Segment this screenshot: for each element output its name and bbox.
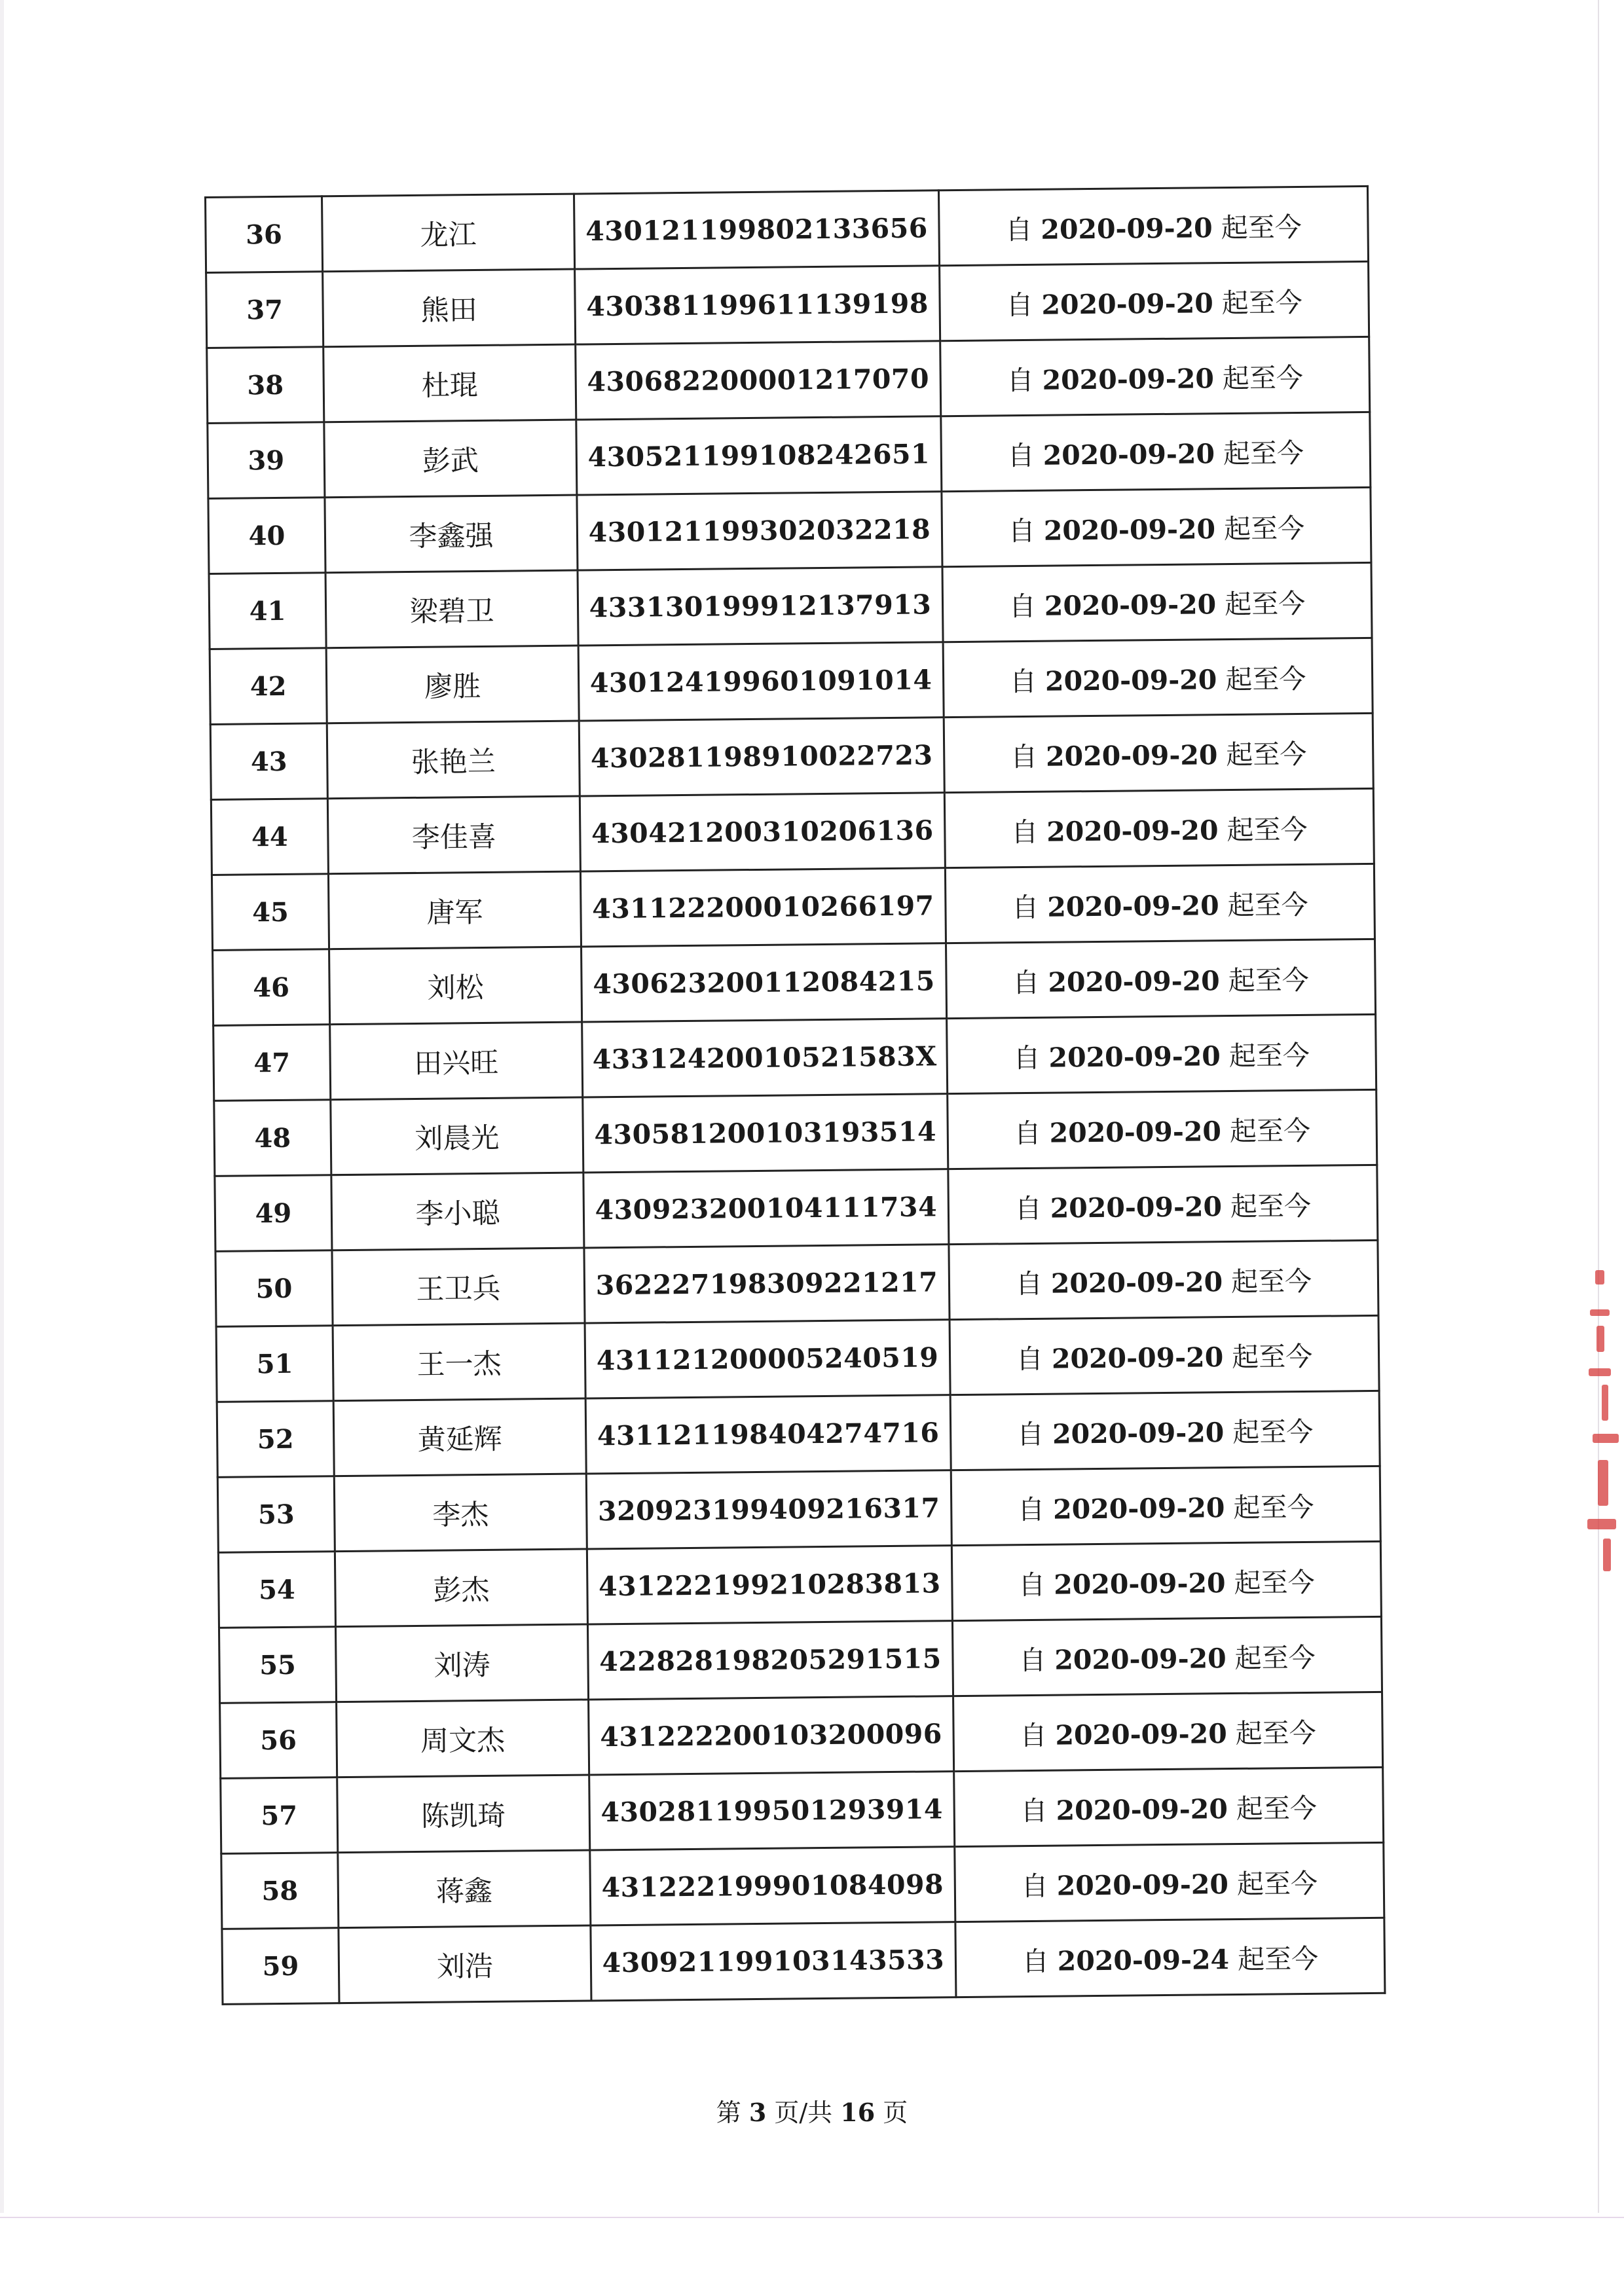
period: 自 2020-09-20 起至今 — [940, 261, 1369, 340]
table-row — [206, 186, 1369, 272]
id-number: 430682200001217070 — [576, 341, 941, 420]
period: 自 2020-09-20 起至今 — [950, 1391, 1380, 1470]
period: 自 2020-09-20 起至今 — [943, 638, 1373, 717]
period: 自 2020-09-20 起至今 — [954, 1767, 1384, 1846]
period: 自 2020-09-20 起至今 — [942, 487, 1371, 566]
row-number: 55 — [219, 1627, 336, 1704]
period: 自 2020-09-20 起至今 — [940, 337, 1370, 416]
period: 自 2020-09-20 起至今 — [942, 562, 1372, 642]
id-number: 431121198404274716 — [585, 1395, 951, 1474]
roster-table-wrapper — [204, 185, 1384, 2005]
id-number: 430281198910022723 — [579, 718, 944, 796]
table-row — [213, 939, 1376, 1025]
scan-right-edge — [1598, 0, 1599, 2213]
table-row — [208, 487, 1371, 574]
footer-middle: 页/共 — [774, 2098, 833, 2127]
period: 自 2020-09-20 起至今 — [947, 1014, 1376, 1093]
row-number: 43 — [210, 723, 327, 800]
row-number: 46 — [213, 949, 330, 1026]
person-name: 陈凯琦 — [337, 1775, 590, 1853]
id-number: 433130199912137913 — [578, 567, 943, 646]
person-name: 龙江 — [322, 194, 575, 272]
table-row — [206, 261, 1369, 348]
table-row — [215, 1165, 1378, 1251]
period: 自 2020-09-20 起至今 — [941, 412, 1371, 491]
period: 自 2020-09-20 起至今 — [951, 1541, 1381, 1620]
table-row — [210, 713, 1373, 799]
id-number: 430421200310206136 — [580, 793, 945, 871]
table-row — [212, 864, 1375, 950]
person-name: 王卫兵 — [332, 1248, 585, 1326]
id-number: 431222199210283813 — [587, 1546, 952, 1624]
table-row — [217, 1466, 1380, 1552]
id-number: 431121200005240519 — [585, 1320, 950, 1398]
person-name: 刘松 — [329, 947, 582, 1025]
period: 自 2020-09-24 起至今 — [955, 1918, 1385, 1997]
person-name: 李鑫强 — [325, 495, 578, 573]
person-name: 田兴旺 — [330, 1022, 583, 1100]
period: 自 2020-09-20 起至今 — [944, 788, 1374, 867]
period: 自 2020-09-20 起至今 — [951, 1466, 1380, 1545]
table-row — [209, 562, 1372, 649]
person-name: 张艳兰 — [327, 721, 580, 799]
table-row — [216, 1315, 1379, 1402]
row-number: 45 — [212, 874, 329, 951]
period: 自 2020-09-20 起至今 — [952, 1616, 1382, 1696]
period: 自 2020-09-20 起至今 — [945, 864, 1375, 943]
id-number: 430124199601091014 — [578, 642, 944, 721]
row-number: 57 — [221, 1777, 338, 1854]
person-name: 刘涛 — [335, 1624, 588, 1702]
row-number: 54 — [218, 1552, 335, 1628]
row-number: 52 — [217, 1401, 334, 1478]
table-row — [221, 1767, 1384, 1853]
scan-left-edge — [0, 0, 4, 2213]
period: 自 2020-09-20 起至今 — [955, 1842, 1384, 1922]
period: 自 2020-09-20 起至今 — [946, 939, 1376, 1018]
table-row — [220, 1692, 1383, 1778]
table-row — [215, 1240, 1378, 1326]
row-number: 37 — [206, 272, 323, 348]
row-number: 40 — [208, 498, 325, 574]
id-number: 431222199901084098 — [590, 1847, 955, 1925]
id-number: 43312420010521583X — [582, 1019, 948, 1097]
row-number: 48 — [214, 1100, 331, 1176]
red-seal-fragment — [1583, 1270, 1624, 1584]
person-name: 彭杰 — [335, 1549, 587, 1627]
row-number: 50 — [215, 1250, 333, 1327]
id-number: 430923200104111734 — [583, 1169, 949, 1248]
table-row — [213, 1014, 1376, 1101]
row-number: 36 — [206, 196, 323, 273]
person-name: 刘浩 — [339, 1925, 591, 2003]
row-number: 38 — [207, 347, 324, 424]
row-number: 39 — [208, 422, 325, 499]
roster-table — [204, 185, 1386, 2005]
person-name: 李杰 — [334, 1474, 587, 1552]
person-name: 彭武 — [324, 420, 577, 498]
row-number: 41 — [209, 573, 326, 649]
table-row — [221, 1842, 1384, 1929]
person-name: 杜琨 — [323, 344, 576, 422]
person-name: 李佳喜 — [327, 796, 580, 874]
row-number: 44 — [211, 799, 328, 875]
person-name: 黄延辉 — [333, 1398, 586, 1476]
person-name: 熊田 — [323, 269, 576, 347]
row-number: 51 — [216, 1326, 333, 1402]
row-number: 58 — [221, 1853, 339, 1929]
person-name: 唐军 — [328, 871, 581, 949]
roster-table-body — [206, 186, 1385, 2004]
period: 自 2020-09-20 起至今 — [944, 713, 1373, 792]
id-number: 362227198309221217 — [584, 1245, 950, 1323]
period: 自 2020-09-20 起至今 — [949, 1240, 1378, 1319]
id-number: 430121199302032218 — [577, 492, 942, 570]
period: 自 2020-09-20 起至今 — [953, 1692, 1383, 1771]
table-row — [217, 1391, 1380, 1477]
table-row — [208, 412, 1371, 498]
id-number: 431122200010266197 — [580, 868, 946, 947]
person-name: 廖胜 — [326, 646, 579, 723]
person-name: 王一杰 — [333, 1323, 585, 1401]
id-number: 430121199802133656 — [574, 191, 939, 269]
table-row — [214, 1089, 1377, 1176]
table-row — [210, 638, 1373, 724]
id-number: 431222200103200096 — [589, 1696, 954, 1775]
person-name: 周文杰 — [337, 1700, 589, 1777]
period: 自 2020-09-20 起至今 — [950, 1315, 1379, 1394]
page-footer — [0, 2092, 1624, 2128]
table-row — [218, 1541, 1381, 1628]
footer-prefix: 第 — [716, 2098, 741, 2127]
person-name: 李小聪 — [331, 1173, 584, 1250]
period: 自 2020-09-20 起至今 — [948, 1089, 1377, 1169]
table-row — [222, 1918, 1385, 2004]
id-number: 430921199103143533 — [591, 1922, 956, 2001]
row-number: 53 — [217, 1476, 335, 1553]
footer-total-pages: 16 — [840, 2098, 876, 2127]
id-number: 430623200112084215 — [581, 943, 947, 1022]
id-number: 430521199108242651 — [576, 416, 942, 495]
row-number: 42 — [210, 648, 327, 725]
footer-current-page: 3 — [748, 2098, 767, 2127]
id-number: 422828198205291515 — [587, 1621, 953, 1700]
row-number: 59 — [222, 1928, 339, 2005]
row-number: 56 — [220, 1702, 337, 1779]
table-row — [211, 788, 1374, 875]
row-number: 47 — [213, 1025, 331, 1101]
period: 自 2020-09-20 起至今 — [948, 1165, 1378, 1244]
id-number: 430381199611139198 — [575, 266, 940, 344]
person-name: 刘晨光 — [331, 1097, 583, 1175]
id-number: 430281199501293914 — [589, 1772, 955, 1850]
row-number: 49 — [215, 1175, 332, 1252]
scan-bottom-edge — [0, 2217, 1624, 2218]
person-name: 蒋鑫 — [338, 1850, 591, 1928]
id-number: 320923199409216317 — [586, 1470, 951, 1549]
table-row — [207, 337, 1370, 423]
footer-suffix: 页 — [883, 2098, 908, 2127]
id-number: 430581200103193514 — [583, 1094, 948, 1173]
person-name: 梁碧卫 — [325, 570, 578, 648]
period: 自 2020-09-20 起至今 — [938, 186, 1368, 265]
table-row — [219, 1616, 1382, 1703]
